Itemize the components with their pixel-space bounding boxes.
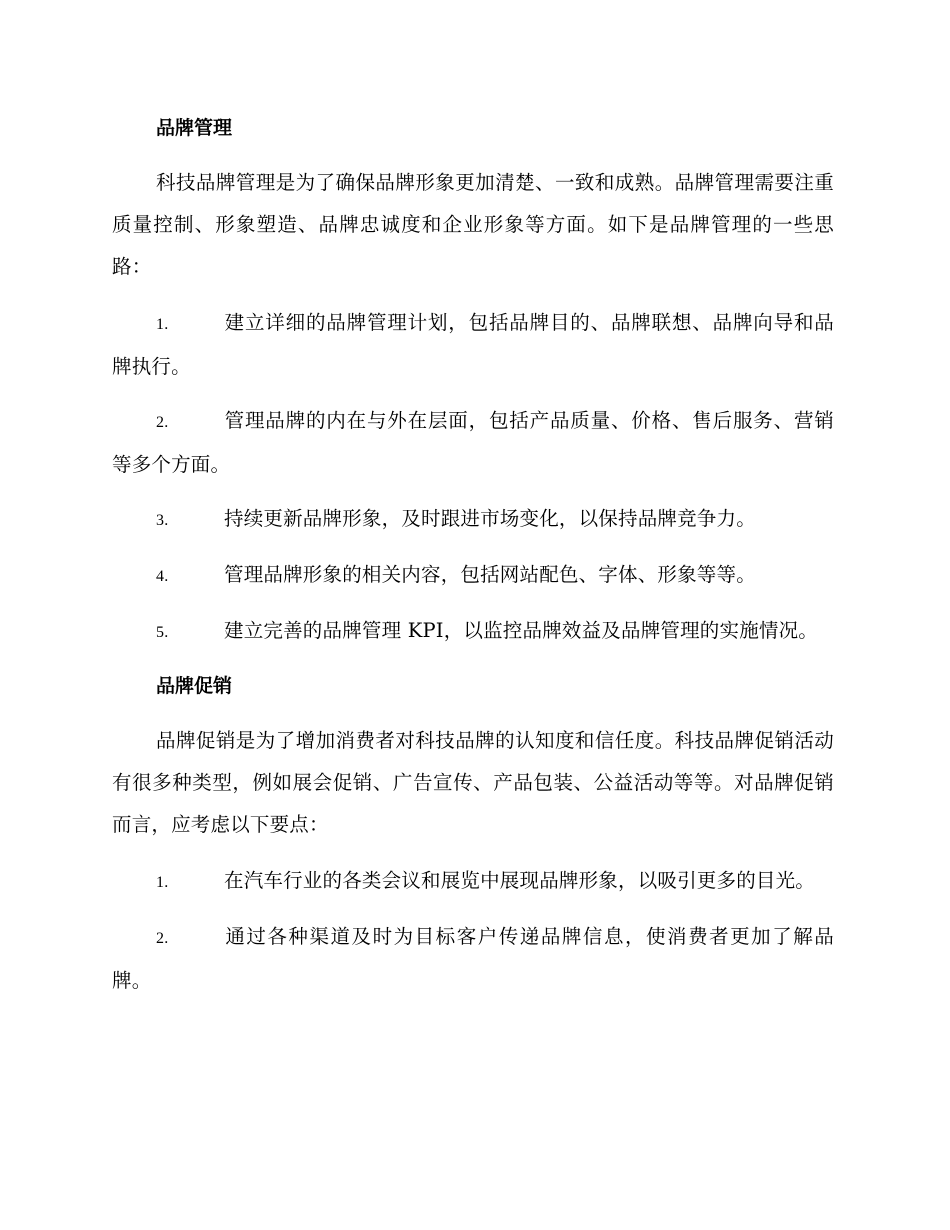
list-text: 持续更新品牌形象，及时跟进市场变化，以保持品牌竞争力。 [224, 507, 756, 530]
list-text: 在汽车行业的各类会议和展览中展现品牌形象，以吸引更多的目光。 [224, 869, 816, 892]
list-number: 1. [156, 316, 169, 333]
list-number: 2. [156, 414, 169, 431]
list-text: 管理品牌形象的相关内容，包括网站配色、字体、形象等等。 [224, 563, 756, 586]
list-item [112, 554, 834, 598]
section-heading: 品牌管理 [156, 117, 233, 139]
list-text: 建立完善的品牌管理 KPI，以监控品牌效益及品牌管理的实施情况。 [224, 619, 818, 642]
list-item [112, 860, 834, 904]
list-number: 5. [156, 624, 169, 641]
section-intro: 科技品牌管理是为了确保品牌形象更加清楚、一致和成熟。品牌管理需要注重质量控制、形象塑造、品牌忠诚度和企业形象等方面。如下是品牌管理的一些思路： [112, 171, 834, 278]
list-text: 通过各种渠道及时为目标客户传递品牌信息，使消费者更加了解品牌。 [112, 925, 834, 992]
list-item [112, 610, 834, 654]
list-number: 2. [156, 930, 169, 947]
list-item [112, 498, 834, 542]
numbered-list [112, 860, 834, 1002]
section-brand-promotion [112, 666, 834, 1002]
section-heading: 品牌促销 [156, 675, 233, 697]
list-item [112, 302, 834, 388]
list-item [112, 400, 834, 486]
section-intro: 品牌促销是为了增加消费者对科技品牌的认知度和信任度。科技品牌促销活动有很多种类型，例如展会促销、广告宣传、产品包装、公益活动等等。对品牌促销而言，应考虑以下要点： [112, 729, 834, 836]
list-number: 4. [156, 568, 169, 585]
document-body [112, 108, 834, 1014]
list-text: 管理品牌的内在与外在层面，包括产品质量、价格、售后服务、营销等多个方面。 [112, 409, 834, 476]
list-text: 建立详细的品牌管理计划，包括品牌目的、品牌联想、品牌向导和品牌执行。 [112, 311, 834, 378]
numbered-list [112, 302, 834, 654]
section-brand-management [112, 108, 834, 654]
list-number: 1. [156, 874, 169, 891]
list-item [112, 916, 834, 1002]
list-number: 3. [156, 512, 169, 529]
